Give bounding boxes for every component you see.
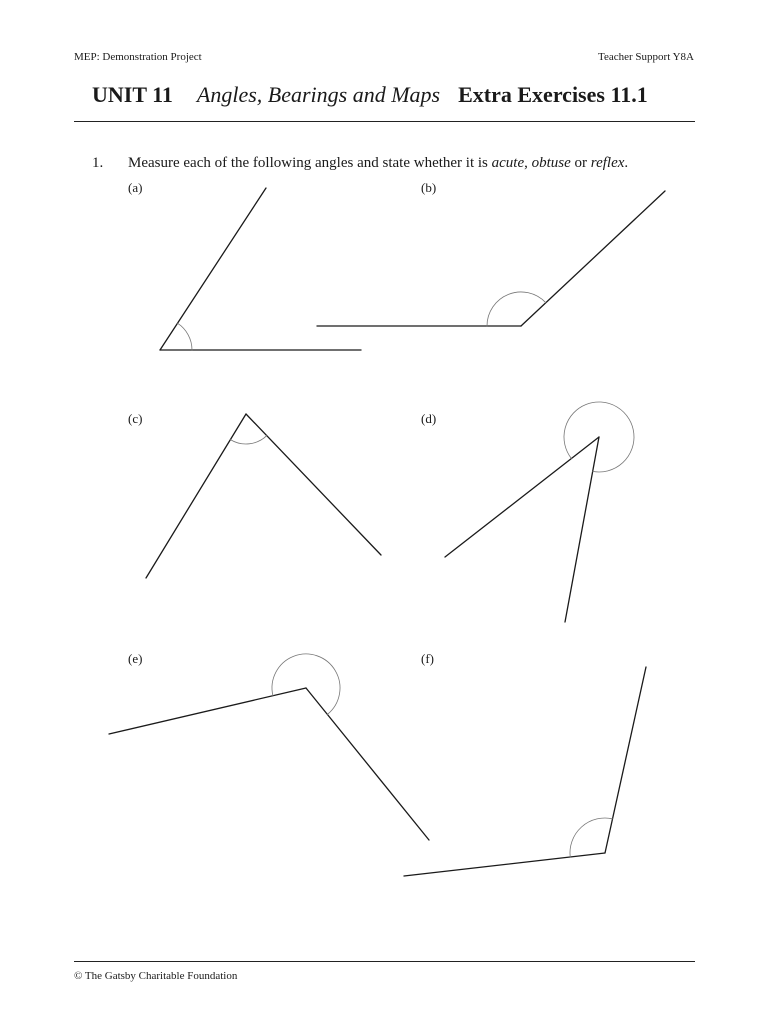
term-reflex: reflex	[590, 155, 625, 171]
header-support: Teacher Support Y8A	[598, 51, 694, 63]
question-suffix: .	[624, 155, 629, 171]
part-label-f: (f)	[421, 651, 434, 666]
question-prefix: Measure each of the following angles and state whether it is	[128, 155, 492, 171]
part-label-b: (b)	[421, 180, 437, 195]
question-separator: or	[570, 155, 591, 171]
question-number: 1.	[92, 155, 104, 171]
exercise-label: Extra Exercises 11.1	[458, 82, 648, 107]
part-label-e: (e)	[128, 651, 143, 666]
angle-f	[404, 667, 646, 876]
part-label-c: (c)	[128, 411, 143, 426]
angle-b	[317, 191, 665, 326]
angle-e	[109, 654, 429, 840]
bottom-divider	[74, 961, 695, 962]
unit-label: UNIT 11	[92, 82, 173, 107]
part-label-a: (a)	[128, 180, 143, 195]
unit-subtitle: Angles, Bearings and Maps	[196, 82, 441, 107]
angle-c	[146, 414, 381, 578]
part-label-d: (d)	[421, 411, 437, 426]
term-obtuse: obtuse	[531, 155, 571, 171]
term-acute: acute	[491, 155, 525, 171]
footer-copyright: © The Gatsby Charitable Foundation	[74, 970, 238, 982]
question-separator: ,	[524, 155, 532, 171]
angle-d	[445, 402, 634, 622]
header-project: MEP: Demonstration Project	[74, 51, 202, 63]
